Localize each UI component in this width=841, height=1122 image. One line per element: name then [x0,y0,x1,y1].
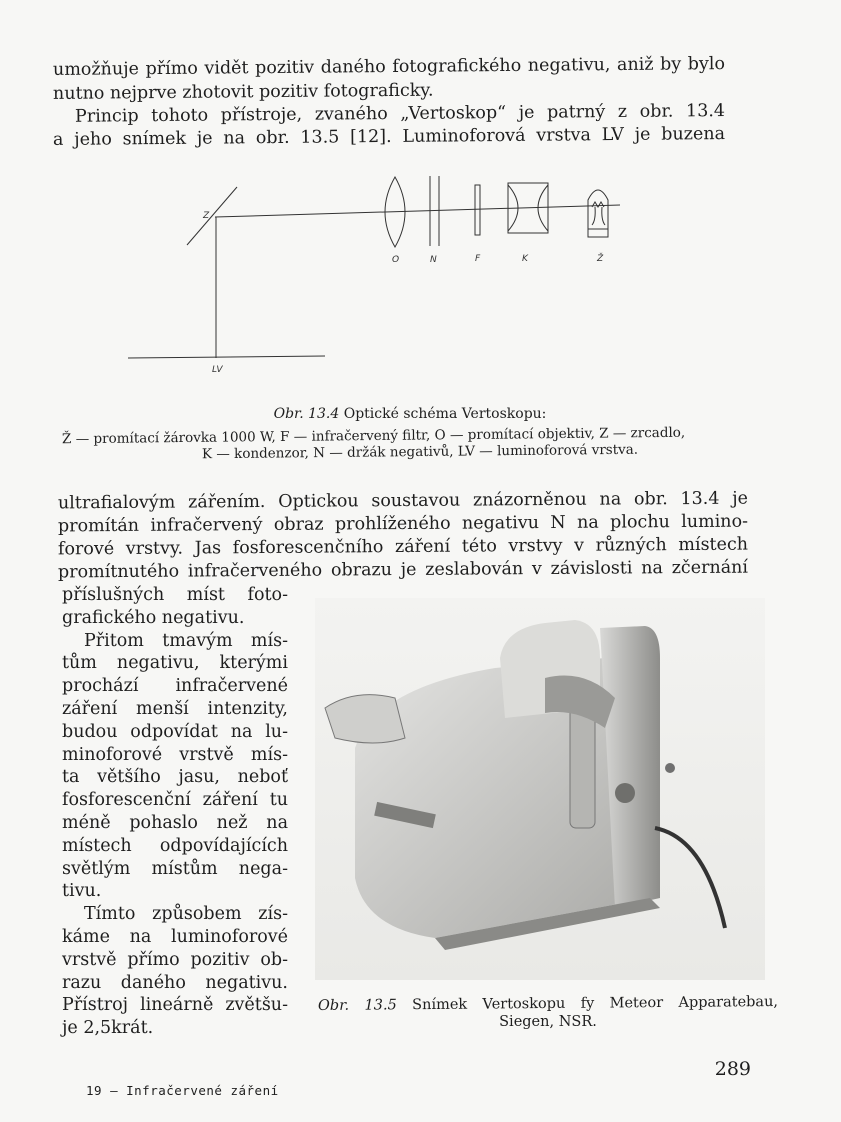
label-zh: Ž [597,254,604,264]
column-line: Tímto způsobem zís- [84,904,288,925]
label-o: O [392,255,400,265]
caption-title: Optické schéma Vertoskopu: [343,406,547,422]
column-line: je 2,5krát. [62,1018,154,1039]
column-line: tům negativu, kterými [62,653,288,674]
column-line: razu daného negativu. [62,972,288,993]
label-f: F [475,254,481,264]
filter-f [475,185,480,235]
label-n: N [430,255,437,265]
column-line: Přitom tmavým mís- [84,630,288,651]
label-k: K [522,254,528,264]
column-line: grafického negativu. [62,607,245,628]
figure-caption-13-5 [318,994,778,1015]
label-lv: LV [212,365,223,375]
column-line: budou odpovídat na lu- [62,721,288,742]
figure-legend-line: K — kondenzor, N — držák negativů, LV — luminoforová vrstva. [201,441,639,463]
body-line: a jeho snímek je na obr. 13.5 [12]. Luminoforová vrstva LV je buzena [52,124,726,150]
caption-number: Obr. 13.5 [317,997,397,1015]
body-line: nutno nejprve zhotovit pozitiv fotograficky. [52,80,434,104]
column-line: méně pohaslo než na [62,813,288,833]
column-line: světlým místům nega- [62,858,288,879]
column-line: příslušných míst foto- [62,585,288,605]
body-line: promítán infračervený obraz prohlíženého negativu N na plochu lumino- [57,511,749,537]
mirror-z [187,187,237,245]
footer-signature: 19 — Infračervené záření [86,1083,279,1098]
column-line: fosforescenční záření tu [62,790,288,811]
figure-caption-13-4 [60,406,760,423]
column-line: vrstvě přímo pozitiv ob- [62,949,288,970]
bulb-zh [588,190,608,237]
column-line: minoforové vrstvě mís- [62,744,288,765]
column-line: prochází infračervené [62,676,288,697]
column-line: záření menší intenzity, [62,699,288,719]
body-line: umožňuje přímo vidět pozitiv daného fotografického negativu, aniž by bylo [52,54,726,80]
optical-schematic-diagram [120,165,660,380]
caption-line: Siegen, NSR. [499,1014,597,1030]
body-line: forové vrstvy. Jas fosforescenčního záření této vrstvy v různých místech [57,534,749,560]
column-line: Přístroj lineárně zvětšu- [62,995,288,1016]
caption-line: Snímek Vertoskopu fy Meteor Apparatebau, [412,993,779,1014]
label-z: Z [203,211,210,221]
body-line: ultrafialovým zářením. Optickou soustavou znázorněnou na obr. 13.4 je [57,488,749,514]
column-line: káme na luminoforové [62,927,288,947]
column-line: tivu. [62,881,102,902]
vertoskop-photo [315,598,765,980]
page-number: 289 [714,1058,751,1080]
column-line: místech odpovídajících [62,835,288,856]
luminophore-layer [128,356,325,358]
figure-legend-line: Ž — promítací žárovka 1000 W, F — infračervený filtr, O — promítací objektiv, Z — zrcadlo, [61,424,686,448]
column-line: ta většího jasu, neboť [62,767,288,788]
body-line: Princip tohoto přístroje, zvaného „Vertoskop“ je patrný z obr. 13.4 [74,101,726,127]
body-line: promítnutého infračerveného obrazu je zeslabován v závislosti na zčernání [57,557,749,583]
caption-number: Obr. 13.4 [273,406,340,422]
optical-axis [215,205,620,217]
